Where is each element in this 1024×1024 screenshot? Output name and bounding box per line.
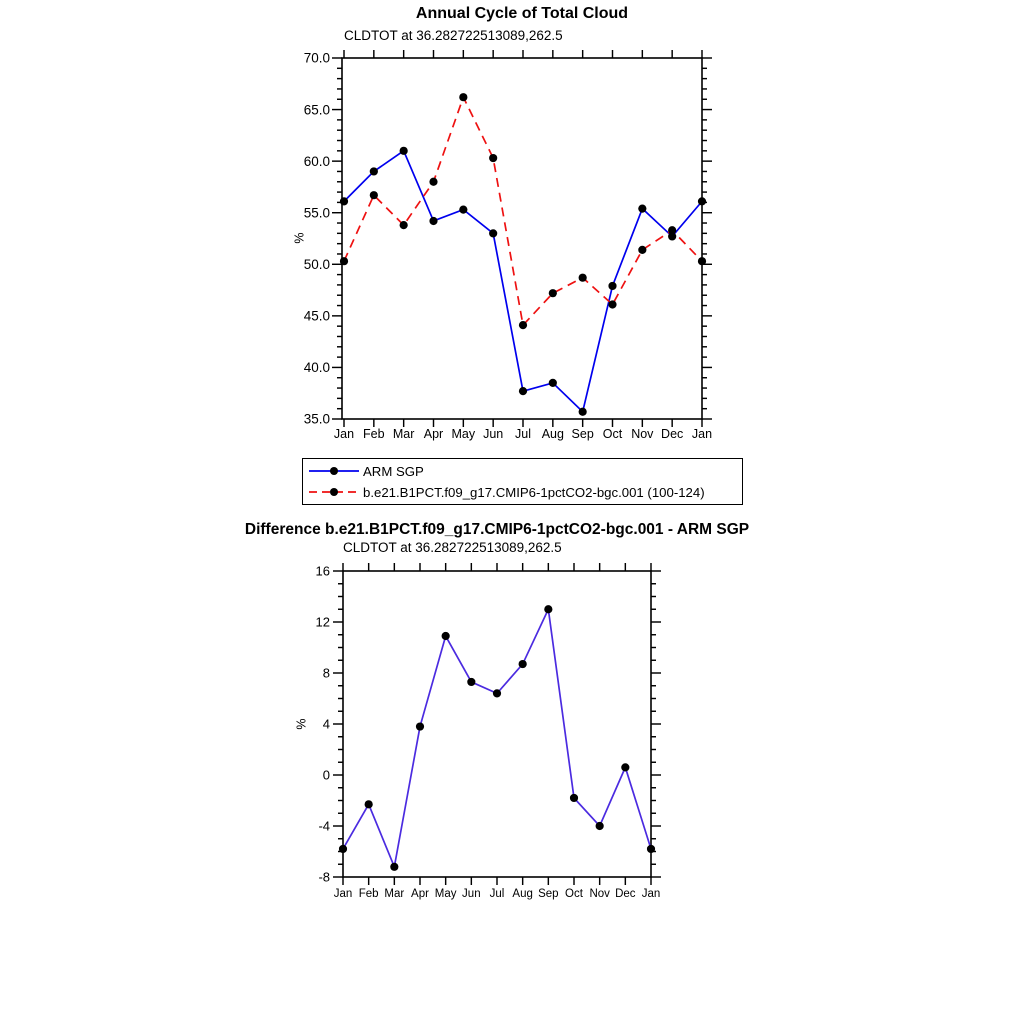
difference-chart-subtitle: CLDTOT at 36.282722513089,262.5: [343, 540, 562, 555]
top-chart-y-axis-label: %: [292, 232, 307, 244]
data-point-marker: [467, 678, 475, 686]
x-tick-label: Sep: [538, 888, 559, 900]
x-tick-label: Jan: [641, 888, 661, 900]
data-point-marker: [416, 722, 424, 730]
x-tick-label: Jan: [333, 888, 353, 900]
data-point-marker: [365, 800, 373, 808]
y-tick-label: -8: [318, 869, 330, 885]
top-chart-title: Annual Cycle of Total Cloud: [415, 5, 629, 22]
data-point-marker: [570, 794, 578, 802]
x-tick-label: Oct: [565, 888, 583, 900]
x-tick-label: Oct: [602, 427, 623, 441]
x-tick-label: Dec: [661, 427, 684, 441]
data-point-marker: [621, 763, 629, 771]
y-tick-label: 0: [322, 767, 330, 783]
x-tick-label: Dec: [615, 888, 636, 900]
x-tick-label: Jun: [462, 888, 481, 900]
y-tick-label: 50.0: [303, 257, 330, 273]
x-tick-label: Jan: [691, 427, 713, 441]
y-tick-label: -4: [318, 818, 330, 834]
series-line: [343, 609, 651, 867]
x-tick-label: May: [434, 888, 457, 900]
y-tick-label: 55.0: [303, 205, 330, 221]
x-tick-label: Feb: [363, 427, 385, 441]
x-tick-label: Jan: [333, 427, 355, 441]
x-tick-label: Jul: [515, 427, 531, 441]
x-tick-label: Sep: [571, 427, 594, 441]
y-tick-label: 45.0: [303, 308, 330, 324]
data-point-marker: [544, 605, 552, 613]
y-tick-label: 12: [315, 614, 330, 630]
y-tick-label: 60.0: [303, 153, 330, 169]
top-chart-subtitle: CLDTOT at 36.282722513089,262.5: [344, 28, 563, 43]
x-tick-label: Nov: [589, 888, 610, 900]
x-tick-label: Feb: [358, 888, 379, 900]
x-tick-label: Aug: [512, 888, 533, 900]
x-tick-label: Apr: [423, 427, 444, 441]
x-tick-label: May: [451, 427, 476, 441]
data-point-marker: [390, 863, 398, 871]
data-point-marker: [493, 689, 501, 697]
x-tick-label: Jul: [489, 888, 505, 900]
x-tick-label: Apr: [411, 888, 429, 900]
x-tick-label: Nov: [631, 427, 654, 441]
x-tick-label: Aug: [541, 427, 564, 441]
data-point-marker: [442, 632, 450, 640]
y-tick-label: 35.0: [303, 411, 330, 427]
difference-chart-y-axis-label: %: [294, 718, 309, 730]
data-point-marker: [596, 822, 604, 830]
x-tick-label: Mar: [384, 888, 405, 900]
legend-label-arm-sgp: ARM SGP: [363, 463, 424, 479]
y-tick-label: 16: [315, 563, 330, 579]
x-tick-label: Mar: [392, 427, 415, 441]
y-tick-label: 65.0: [303, 102, 330, 118]
data-point-marker: [519, 660, 527, 668]
x-tick-label: Jun: [483, 427, 504, 441]
y-tick-label: 8: [322, 665, 330, 681]
difference-chart-title: Difference b.e21.B1PCT.f09_g17.CMIP6-1pctCO2-bgc.001 - ARM SGP: [244, 521, 750, 538]
y-tick-label: 4: [322, 716, 330, 732]
legend-label-model: b.e21.B1PCT.f09_g17.CMIP6-1pctCO2-bgc.001 (100-124): [363, 484, 705, 500]
y-tick-label: 40.0: [303, 360, 330, 376]
data-point-marker: [339, 845, 347, 853]
y-tick-label: 70.0: [303, 50, 330, 66]
data-point-marker: [647, 845, 655, 853]
